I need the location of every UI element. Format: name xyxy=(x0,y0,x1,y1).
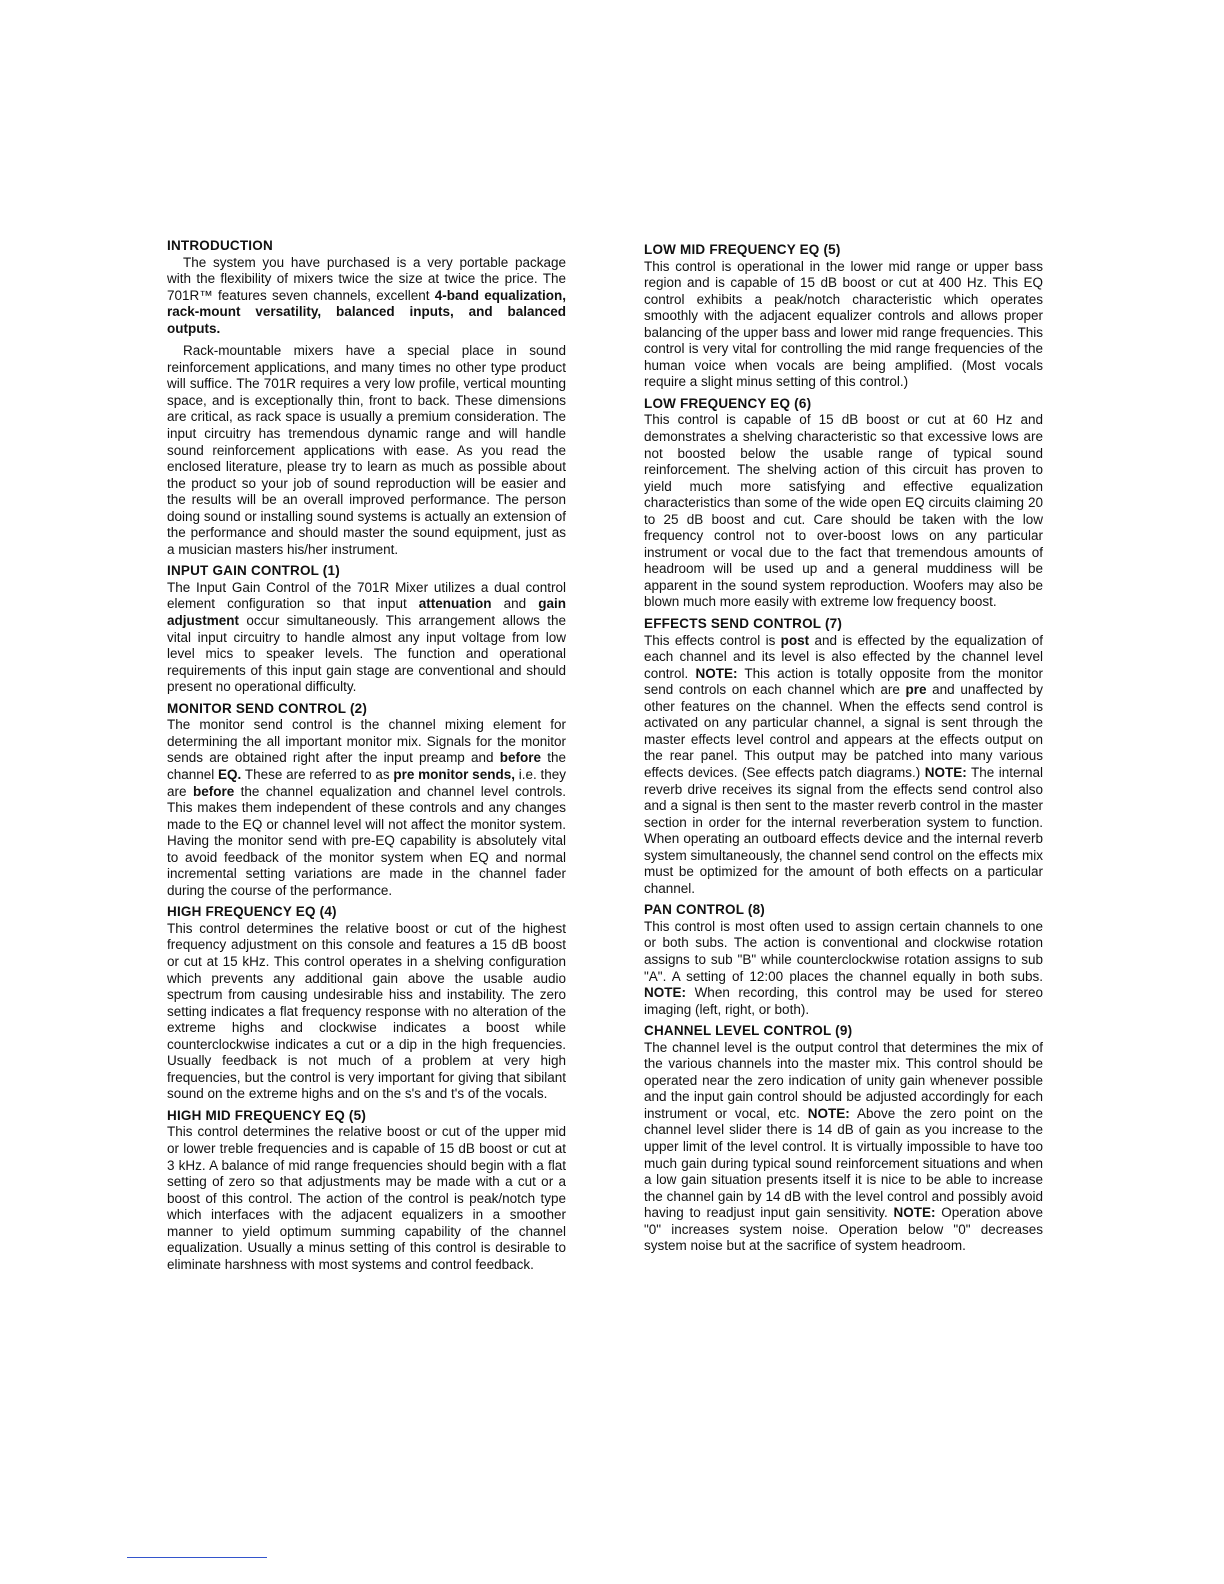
bold-text: pre monitor sends, xyxy=(393,766,515,782)
text: This effects control is xyxy=(644,632,781,648)
bold-text: NOTE: xyxy=(893,1205,936,1221)
bold-text: before xyxy=(499,750,542,766)
paragraph xyxy=(167,255,566,338)
text: When recording, this control may be used for stereo imaging (left, right, or both). xyxy=(644,985,1043,1017)
heading-low-mid-frequency-eq: LOW MID FREQUENCY EQ (5) xyxy=(644,242,841,257)
text: occur simultaneously. This arrangement allows the vital input circuitry to handle almost any input voltage from low level mics to speaker levels. The function and operational requirements of this input gain stage are conventional and should present no operational difficulty. xyxy=(167,613,566,695)
bold-text: attenuation xyxy=(418,596,492,612)
heading-introduction: INTRODUCTION xyxy=(167,238,273,253)
text: The channel level is the output control that determines the mix of the various channels into the master mix. This control should be operated near the zero indication of unity gain whenever possible and the input gain control should be adjusted accordingly for each instrument or vocal, etc. xyxy=(644,1039,1043,1121)
heading-channel-level: CHANNEL LEVEL CONTROL (9) xyxy=(644,1023,853,1039)
left-column xyxy=(167,238,566,1278)
paragraph: This control determines the relative boost or cut of the upper mid or lower treble frequencies and is capable of 15 dB boost or cut at 3 kHz. A balance of mid range frequencies should begin with a flat setting of zero so that adjustments may be made with a cut or a boost of this control. The action of the control is peak/notch type which interfaces with the adjacent equalizers in a smoother manner to yield optimum summing capability of the channel equalization. Usually a minus setting of this control is desirable to eliminate harshness with most systems and control feedback. xyxy=(167,1124,566,1272)
paragraph: This control determines the relative boost or cut of the highest frequency adjustment on this console and features a 15 dB boost or cut at 15 kHz. This control operates in a shelving configuration which prevents any additional gain above the usable audio spectrum from causing undesirable hiss and instability. The zero setting indicates a flat frequency response with no alteration of the extreme highs and clockwise indicates a boost while counterclockwise indicates a cut or a dip in the high frequencies. Usually feedback is not much of a problem at very high frequencies, but the control is very important for giving that sibilant sound on the extreme highs and on the s's and t's of the vocals. xyxy=(167,920,566,1102)
bold-text: gain adjustment xyxy=(167,596,566,629)
paragraph xyxy=(644,1040,1043,1255)
paragraph xyxy=(167,717,566,899)
section-effects-send xyxy=(644,616,1043,897)
text: the channel equalization and channel level controls. This makes them independent of these controls and any changes made to the EQ or channel level will not affect the monitor system. Having the monitor send with pre-EQ capability is absolutely vital to avoid feedback of the monitor system when EQ and normal incremental setting variations are made in the channel fader during the course of the performance. xyxy=(167,783,566,898)
paragraph: Rack-mountable mixers have a special place in sound reinforcement applications, and many times no other type product will suffice. The 701R requires a very low profile, vertical mounting space, and is exceptionally thin, front to back. These dimensions are critical, as rack space is usually a premium consideration. The input circuitry has tremendous dynamic range and will handle sound reinforcement applications with ease. As you read the enclosed literature, please try to learn as much as possible about the product so your job of sound reproduction will be easier and the results will be an overall improved performance. The person doing sound or installing sound systems is actually an extension of the performance and should master the sound equipment, just as a musician masters his/her instrument. xyxy=(167,343,566,557)
text: the channel xyxy=(167,750,566,782)
heading-monitor-send: MONITOR SEND CONTROL (2) xyxy=(167,700,368,716)
bold-text: pre xyxy=(905,682,927,698)
bold-text: NOTE: xyxy=(644,985,686,1001)
text: This action is totally opposite from the monitor send controls on each channel which are xyxy=(644,665,1043,698)
section-input-gain xyxy=(167,563,566,695)
section-introduction xyxy=(167,238,566,558)
text: Operation above "0" increases system noise. Operation below "0" decreases system noise but at the sacrifice of system headroom. xyxy=(644,1205,1043,1254)
text: The internal reverb drive receives its signal from the effects send control also and a signal is then sent to the master reverb control in the master section in order for the internal reverberation system to function. When operating an outboard effects device and the internal reverb system simultaneously, the channel send control on the effects mix must be optimized for the amount of both effects on a particular channel. xyxy=(644,764,1043,896)
bold-text: 4-band equalization, rack-mount versatility, balanced inputs, and balanced outputs. xyxy=(167,287,566,336)
text: Above the zero point on the channel level slider there is 14 dB of gain as you increase to the upper limit of the level control. It is virtually impossible to have too much gain during typical sound reinforcement situations and when a low gain situation presents itself it is nice to be able to increase the channel gain by 14 dB with the level control and possibly avoid having to readjust input gain sensitivity. xyxy=(644,1105,1044,1221)
bold-text: NOTE: xyxy=(807,1105,850,1121)
paragraph: This control is operational in the lower mid range or upper bass region and is capable of 15 dB boost or cut at 400 Hz. This EQ control exhibits a peak/notch characteristic which operates smoothly with the adjacent equalizer controls and allows proper balancing of the upper bass and lower mid range frequencies. This control is very vital for controlling the mid range frequencies of the human voice when vocals are being amplified. (Most vocals require a slight minus setting of this control.) xyxy=(644,258,1043,390)
section-monitor-send xyxy=(167,701,566,900)
section-high-mid-frequency-eq xyxy=(167,1108,566,1273)
text: The system you have purchased is a very portable package with the flexibility of mixers twice the size at twice the price. The 701R™ features seven channels, excellent xyxy=(167,254,566,303)
paragraph: This control is capable of 15 dB boost or cut at 60 Hz and demonstrates a shelving characteristic so that excessive lows are not boosted below the usable range of typical sound reinforcement. The shelving action of this circuit has proven to yield much more satisfying and effective equalization characteristics than some of the wide open EQ circuits claiming 20 to 25 dB boost and cut. Care should be taken with the low frequency control not to over-boost lows on any particular instrument or vocal due to the fact that tremendous amounts of headroom will be used up and a general muddiness will be apparent in the sound system reproduction. Woofers may also be blown much more easily with extreme low frequency boost. xyxy=(644,412,1043,610)
right-column xyxy=(644,242,1043,1260)
text: This control is most often used to assign certain channels to one or both subs. The action is conventional and clockwise rotation assigns to sub "B" while counterclockwise rotation assigns to sub "A". A setting of 12:00 places the channel equally in both subs. xyxy=(644,918,1043,984)
paragraph xyxy=(167,580,566,696)
paragraph xyxy=(644,633,1043,898)
section-low-frequency-eq xyxy=(644,396,1043,611)
heading-effects-send: EFFECTS SEND CONTROL (7) xyxy=(644,616,843,632)
heading-high-frequency-eq: HIGH FREQUENCY EQ (4) xyxy=(167,904,337,920)
bold-text: NOTE: xyxy=(695,665,738,681)
text: The monitor send control is the channel mixing element for determining the all important monitor mix. Signals for the monitor sends are obtained right after the input preamp and xyxy=(167,717,566,766)
heading-high-mid-frequency-eq: HIGH MID FREQUENCY EQ (5) xyxy=(167,1107,367,1123)
heading-low-frequency-eq: LOW FREQUENCY EQ (6) xyxy=(644,395,812,411)
heading-input-gain: INPUT GAIN CONTROL (1) xyxy=(167,563,340,579)
section-channel-level xyxy=(644,1023,1043,1255)
text: and unaffected by other features on the channel. When the effects send control is activated on any particular channel, a signal is sent through the master effects level control and appears at the effects output on the rear panel. This output may be patched into many various effects devices. (See effects patch diagrams.) xyxy=(644,682,1044,780)
bold-text: NOTE: xyxy=(924,764,967,780)
bold-text: post xyxy=(780,632,810,648)
text: and is effected by the equalization of each channel and its level is also effected by the channel level control. xyxy=(644,632,1043,681)
heading-pan-control: PAN CONTROL (8) xyxy=(644,902,765,918)
paragraph xyxy=(644,919,1043,1018)
section-low-mid-frequency-eq xyxy=(644,242,1043,391)
bold-text: before xyxy=(192,783,235,799)
bold-text: EQ. xyxy=(218,766,242,782)
text: The Input Gain Control of the 701R Mixer utilizes a dual control element configuration so that input xyxy=(167,579,566,612)
text: i.e. they are xyxy=(167,766,566,799)
footer-rule xyxy=(127,1557,267,1558)
section-high-frequency-eq xyxy=(167,904,566,1103)
section-pan-control xyxy=(644,902,1043,1018)
text: These are referred to as xyxy=(241,766,394,782)
text: and xyxy=(491,596,539,612)
